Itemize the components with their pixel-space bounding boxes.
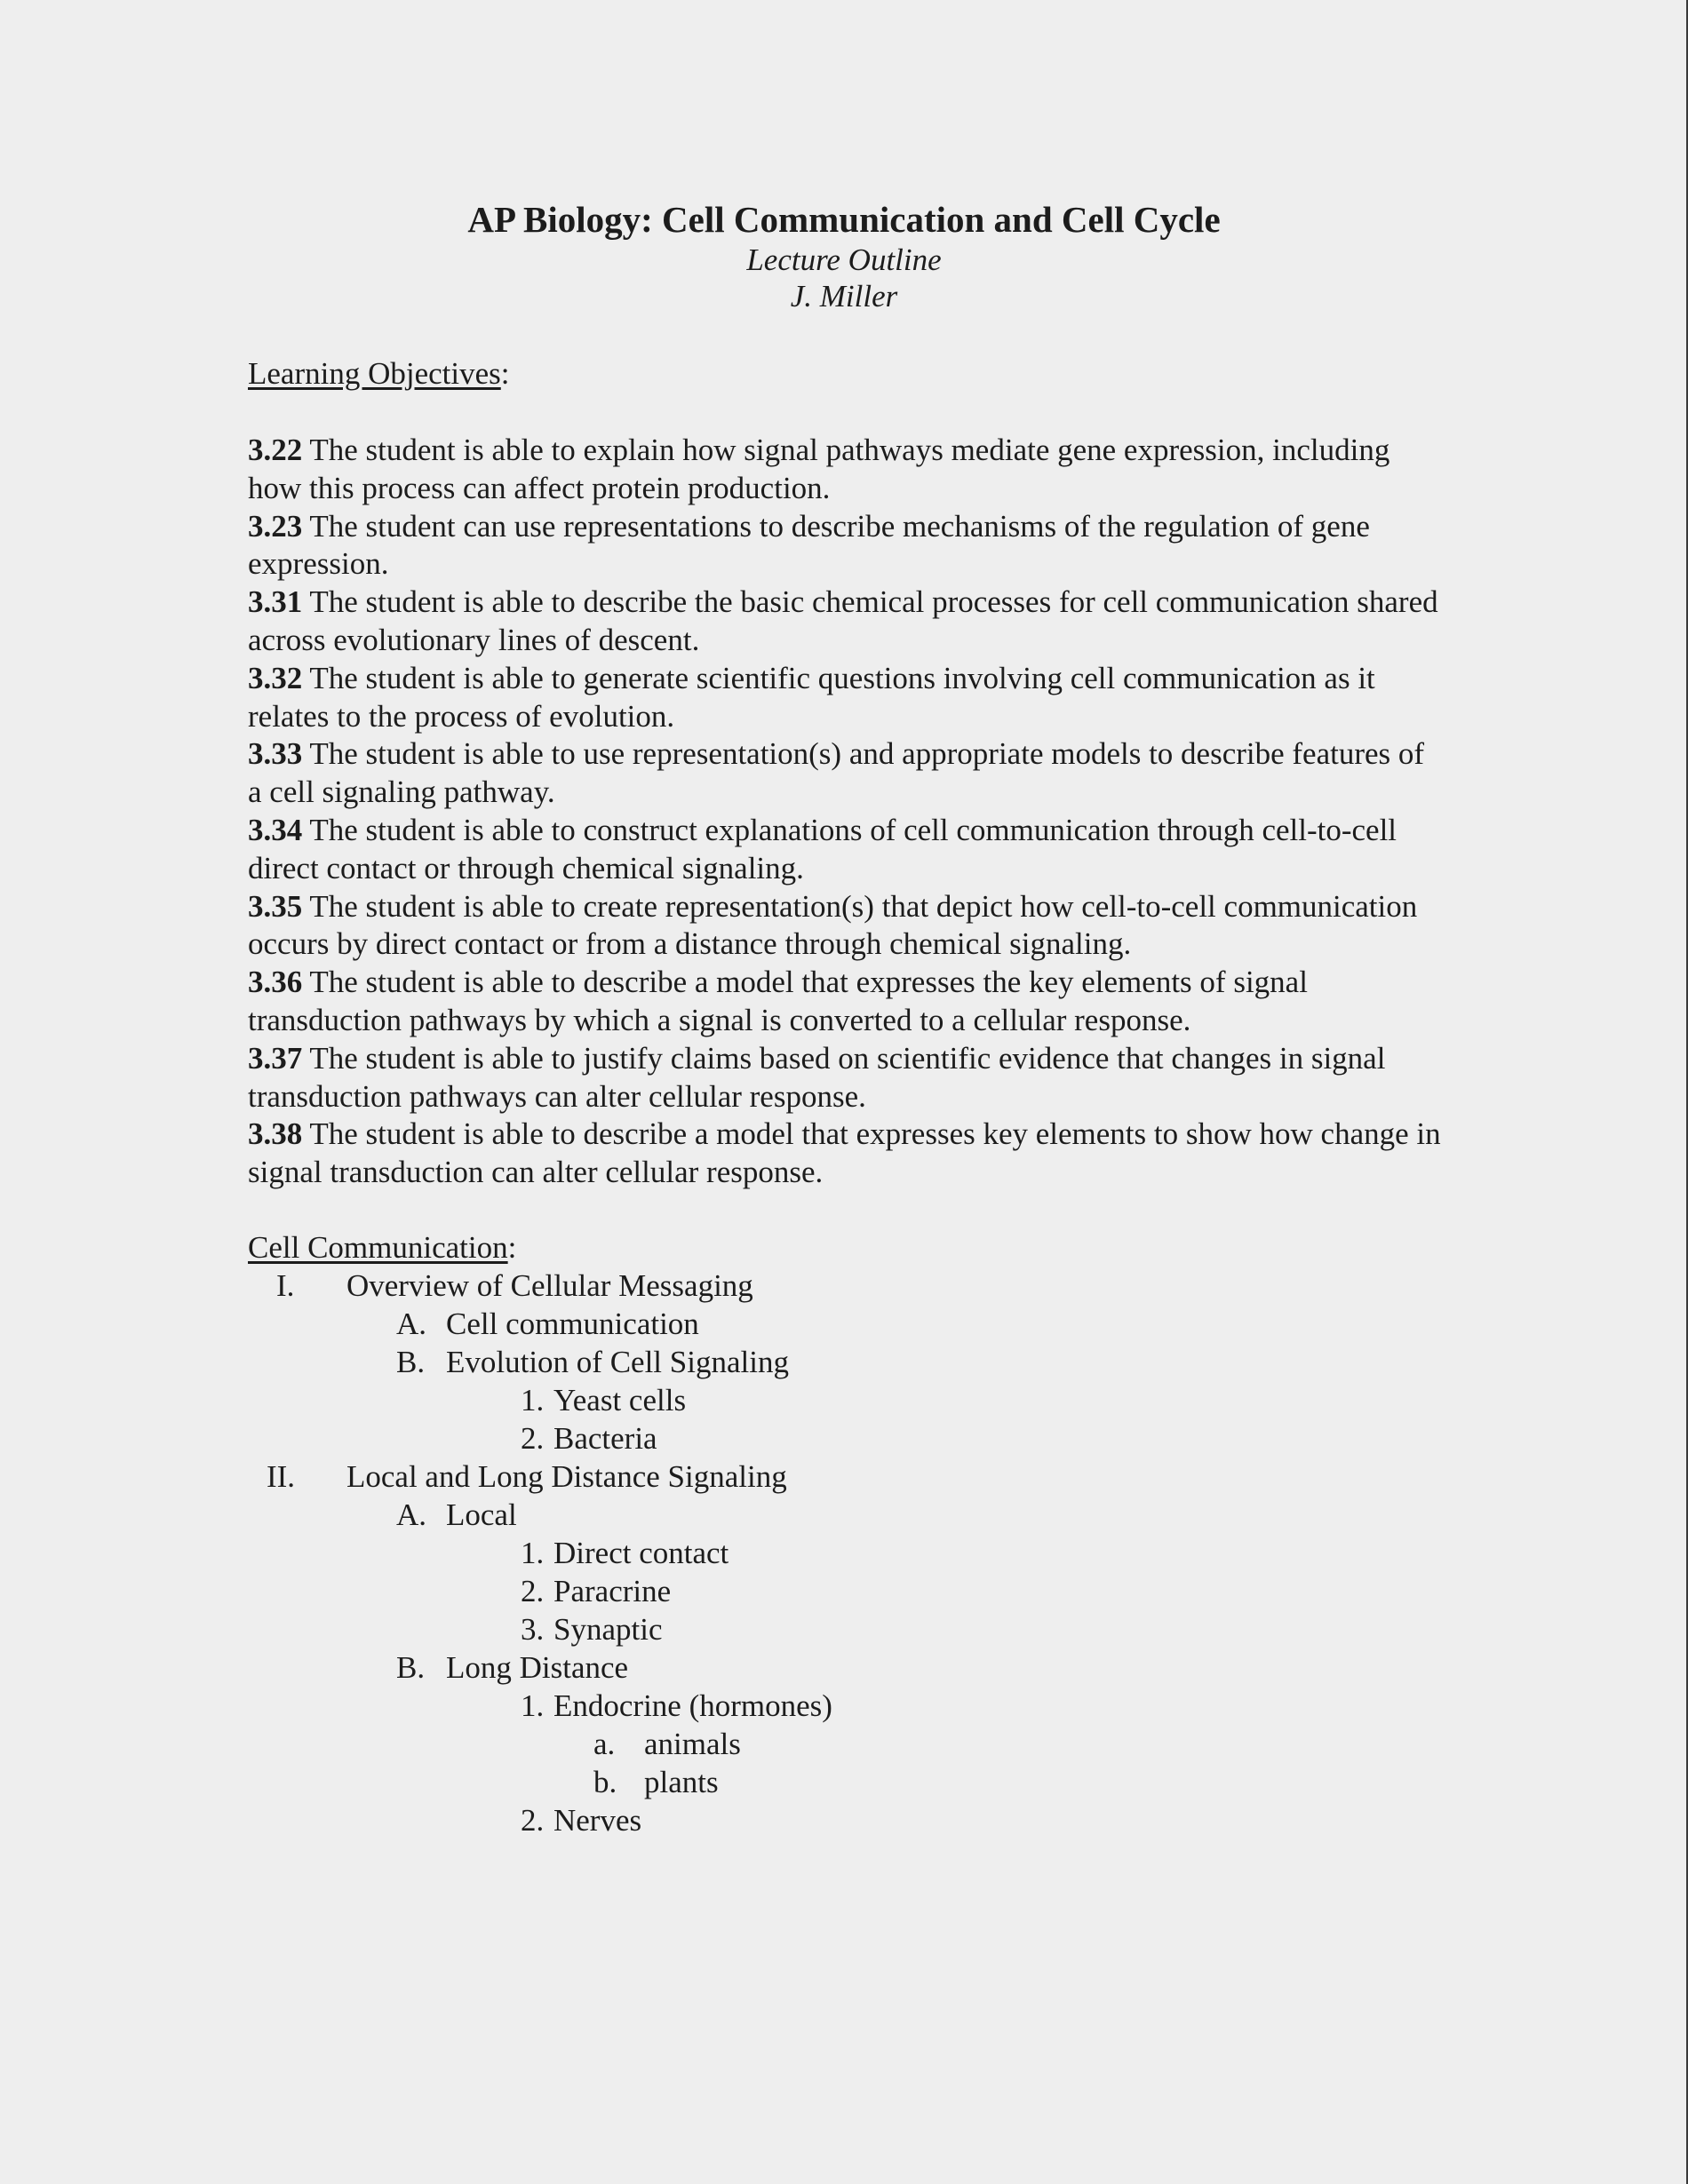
objective-text: The student is able to describe a model that expresses key elements to show how change in signal transduction can alter cellular response. — [248, 1116, 1441, 1190]
outline-text: Yeast cells — [553, 1383, 687, 1418]
outline-text: Overview of Cellular Messaging — [346, 1268, 753, 1303]
objective-text: The student is able to use representation(s) and appropriate models to describe features of a cell signaling pathway. — [248, 736, 1425, 810]
outline-text: Evolution of Cell Signaling — [446, 1345, 789, 1379]
objective-item — [248, 964, 1443, 1040]
outline-marker: A. — [396, 1497, 427, 1532]
objective-item — [248, 1116, 1443, 1192]
outline-marker: 1. — [521, 1536, 545, 1570]
objective-number: 3.22 — [248, 433, 303, 467]
outline-text: Bacteria — [553, 1421, 657, 1456]
outline-marker: II. — [267, 1459, 296, 1494]
outline-text: Local — [446, 1497, 517, 1532]
objective-text: The student is able to generate scientific questions involving cell communication as it relates to the process of evolution. — [248, 660, 1375, 734]
outline-marker: b. — [593, 1765, 617, 1799]
objective-text: The student is able to describe a model that expresses the key elements of signal transduction pathways by which a signal is converted to a cellular response. — [248, 965, 1308, 1037]
cell-communication-heading-text: Cell Communication — [248, 1230, 508, 1265]
objective-number: 3.32 — [248, 660, 303, 695]
objective-item — [248, 888, 1443, 965]
objective-item — [248, 432, 1443, 508]
outline-text: Endocrine (hormones) — [553, 1688, 832, 1723]
objective-number: 3.37 — [248, 1040, 303, 1076]
learning-objectives-list — [248, 432, 1443, 1192]
objective-text: The student can use representations to describe mechanisms of the regulation of gene expression. — [248, 508, 1370, 582]
cell-communication-heading-colon: : — [507, 1230, 517, 1265]
objective-number: 3.33 — [248, 736, 303, 772]
outline-marker: 3. — [521, 1612, 545, 1647]
outline-text: Local and Long Distance Signaling — [346, 1459, 787, 1494]
outline-text: animals — [644, 1727, 741, 1761]
document-subtitle: Lecture Outline — [746, 242, 942, 277]
objective-item — [248, 1040, 1443, 1116]
outline-text: Long Distance — [446, 1650, 629, 1685]
outline-marker: B. — [396, 1345, 426, 1379]
outline-text: Cell communication — [446, 1306, 699, 1341]
outline-marker: A. — [396, 1306, 427, 1341]
document-author: J. Miller — [790, 279, 898, 314]
outline-text: Paracrine — [553, 1574, 672, 1608]
objective-text: The student is able to construct explanations of cell communication through cell-to-cell direct contact or through chemical signaling. — [248, 812, 1397, 886]
outline-marker: 2. — [521, 1574, 545, 1608]
objective-number: 3.31 — [248, 584, 303, 620]
outline-marker: 1. — [521, 1383, 545, 1418]
objective-text: The student is able to explain how signal pathways mediate gene expression, including how this process can affect protein production. — [248, 433, 1390, 505]
objective-item — [248, 584, 1443, 660]
objective-number: 3.34 — [248, 812, 303, 847]
outline-text: Nerves — [553, 1803, 642, 1838]
outline-marker: a. — [593, 1727, 616, 1761]
objective-item — [248, 735, 1443, 812]
objective-item — [248, 812, 1443, 888]
outline-marker: I. — [276, 1268, 295, 1303]
learning-objectives-heading-colon: : — [500, 356, 510, 391]
objective-text: The student is able to justify claims based on scientific evidence that changes in signal transduction pathways can alter cellular response. — [248, 1040, 1386, 1114]
outline-marker: 2. — [521, 1803, 545, 1838]
objective-text: The student is able to create representation(s) that depict how cell-to-cell communication occurs by direct contact or from a distance through chemical signaling. — [248, 888, 1418, 962]
cell-communication-heading — [248, 1229, 516, 1267]
objective-item — [248, 660, 1443, 736]
objective-item — [248, 508, 1443, 584]
outline-marker: 1. — [521, 1688, 545, 1723]
document-title: AP Biology: Cell Communication and Cell Cycle — [467, 199, 1221, 240]
outline-text: plants — [644, 1765, 719, 1799]
objective-number: 3.36 — [248, 965, 303, 1000]
outline-text: Direct contact — [553, 1536, 729, 1570]
outline-marker: B. — [396, 1650, 426, 1685]
outline-text: Synaptic — [553, 1612, 663, 1647]
objective-number: 3.38 — [248, 1116, 303, 1152]
learning-objectives-heading — [248, 355, 510, 393]
objective-text: The student is able to describe the basic chemical processes for cell communication shared across evolutionary lines of descent. — [248, 584, 1438, 657]
objective-number: 3.35 — [248, 888, 303, 924]
learning-objectives-heading-text: Learning Objectives — [248, 356, 501, 391]
objective-number: 3.23 — [248, 508, 303, 544]
outline-marker: 2. — [521, 1421, 545, 1456]
